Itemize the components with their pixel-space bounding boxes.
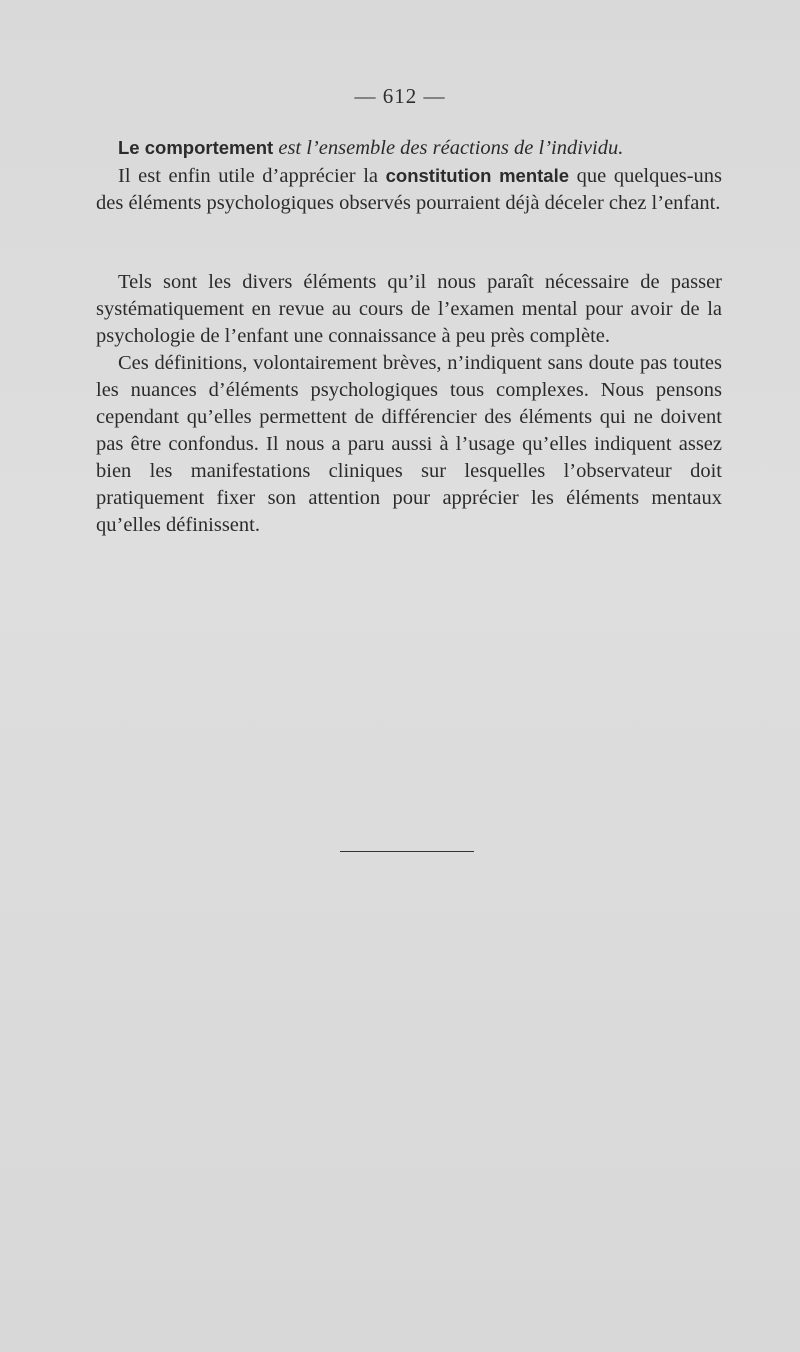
term-constitution-mentale: constitution mentale xyxy=(385,165,570,186)
paragraph-constitution-end: que quelques-uns des éléments psychologiques observés pourraient déjà déceler chez l’enfant. xyxy=(96,165,723,214)
term-comportement: Le comportement xyxy=(118,137,274,158)
paragraph-tels-sont: Tels sont les divers éléments qu’il nous paraît nécessaire de passer systématiquement en revue au cours de l’examen mental pour avoir de la psychologie de l’enfant une connaissance à peu près complète. xyxy=(96,271,722,347)
paragraph-constitution xyxy=(96,162,722,217)
paragraph-constitution-start: Il est enfin utile d’apprécier la xyxy=(118,165,379,187)
section-divider xyxy=(340,851,474,852)
text-block-bottom xyxy=(96,269,722,539)
paragraph-comportement xyxy=(96,134,722,162)
definition-comportement: est l’ensemble des réactions de l’individu. xyxy=(278,137,624,159)
text-block-top xyxy=(96,134,722,217)
paragraph-ces-definitions: Ces définitions, volontairement brèves, n’indiquent sans doute pas toutes les nuances d’éléments psychologiques tous complexes. Nous pensons cependant qu’elles permettent de différencier des éléments qui ne doivent pas être confondus. Il nous a paru aussi à l’usage qu’elles indiquent assez bien les manifestations cliniques sur lesquelles l’observateur doit pratiquement fixer son attention pour apprécier les éléments mentaux qu’elles définissent. xyxy=(96,352,722,536)
page-number: — 612 — xyxy=(354,84,446,108)
